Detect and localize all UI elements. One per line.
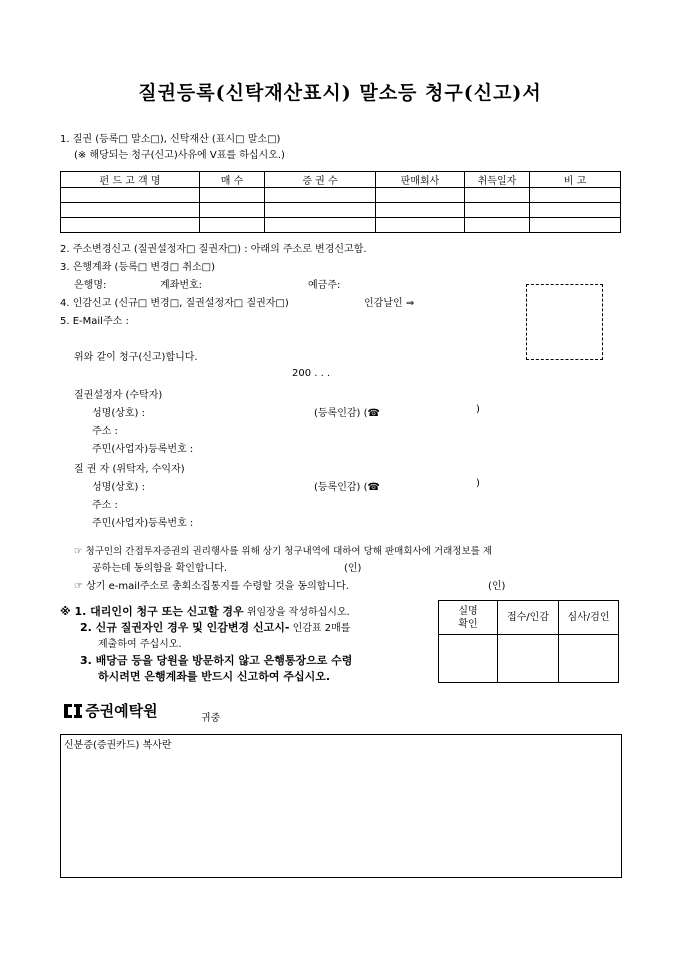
header-review-stamp: 심사/검인 [559,601,619,635]
item5-line: 5. E-Mail주소 : [60,316,129,327]
cell[interactable] [61,203,200,218]
pledgor-seal-label [314,404,380,419]
organization-logo [64,700,158,721]
cell[interactable] [200,203,265,218]
table-row [61,188,621,203]
note-1 [60,603,350,619]
office-table-header [439,601,619,635]
cell[interactable] [559,635,619,683]
cell[interactable] [498,635,559,683]
header-realname-check: 실명 확인 [439,601,498,635]
bank-name-label: 은행명: [74,280,107,291]
note-2-rest: 인감표 2매를 [289,623,351,634]
note-3-line2: 하시려면 은행계좌를 반드시 신고하여 주십시오. [98,670,331,683]
table-row [439,635,619,683]
header-securities: 증 권 수 [265,172,376,188]
header-fund-customer: 펀 드 고 객 명 [61,172,200,188]
cell[interactable] [530,188,621,203]
cell[interactable] [61,188,200,203]
cell[interactable] [376,188,465,203]
table-row [61,203,621,218]
pledgee-seal-open: (등록인감) ( [314,482,368,493]
note-2-line2: 제출하여 주십시오. [98,639,182,650]
item2-line: 2. 주소변경신고 (질권설정자□ 질권자□) : 아래의 주소로 변경신고함. [60,244,367,255]
cell[interactable] [439,635,498,683]
cell[interactable] [376,203,465,218]
ksd-logo-icon [64,703,82,719]
pledgee-seal-close: ) [476,478,480,489]
pledgor-heading: 질권설정자 (수탁자) [74,390,163,401]
note-2-bold: 2. 신규 질권자인 경우 및 인감변경 신고시- [80,621,290,634]
item1-line: 1. 질권 (등록□ 말소□), 신탁재산 (표시□ 말소□) [60,134,281,145]
cell[interactable] [61,218,200,233]
date-line: 200 . . . [292,368,331,379]
cell[interactable] [530,218,621,233]
note-3-line1: 3. 배당금 등을 당원을 방문하지 않고 은행통장으로 수령 [80,654,353,667]
pledgee-name-label: 성명(상호) : [92,482,145,493]
cell[interactable] [265,218,376,233]
pledgor-id-label: 주민(사업자)등록번호 : [92,444,194,455]
depositor-label: 예금주: [308,280,341,291]
header-receipt-seal: 접수/인감 [498,601,559,635]
office-use-table [438,600,619,683]
pledgor-seal-open: (등록인감) ( [314,408,368,419]
item3-line: 3. 은행계좌 (등록□ 변경□ 취소□) [60,262,216,273]
id-copy-box[interactable] [60,734,622,878]
item1-note: (※ 해당되는 청구(신고)사유에 V표를 하십시오.) [74,150,285,161]
cell[interactable] [200,188,265,203]
account-no-label: 계좌번호: [160,280,203,291]
cell[interactable] [465,188,530,203]
cell[interactable] [265,203,376,218]
item4-line: 4. 인감신고 (신규□ 변경□, 질권설정자□ 질권자□) [60,298,289,309]
seal-impression-box[interactable] [526,284,603,360]
table-row [61,218,621,233]
pledgor-address-label: 주소 : [92,426,118,437]
header-count: 매 수 [200,172,265,188]
logo-text: 증권예탁원 [85,702,158,720]
cell[interactable] [465,203,530,218]
header-acquisition-date: 취득일자 [465,172,530,188]
seal-impression-label: 인감날인 ⇒ [364,298,415,309]
fund-table [60,171,621,233]
id-copy-box-label: 신분증(증권카드) 복사란 [64,740,172,751]
consent2-line: ☞ 상기 e-mail주소로 총회소집통지를 수령할 것을 동의합니다. [74,581,349,592]
pledgee-seal-label [314,478,380,493]
cell[interactable] [376,218,465,233]
cell[interactable] [465,218,530,233]
pledgor-name-label: 성명(상호) : [92,408,145,419]
pledgee-id-label: 주민(사업자)등록번호 : [92,518,194,529]
note-1-rest: 위임장을 작성하십시오. [243,607,350,618]
cell[interactable] [265,188,376,203]
cell[interactable] [200,218,265,233]
fund-table-header [61,172,621,188]
request-text: 위와 같이 청구(신고)합니다. [74,352,198,363]
note-2 [80,619,350,635]
consent2-seal: (인) [488,581,506,592]
form-title: 질권등록(신탁재산표시) 말소등 청구(신고)서 [138,82,542,104]
header-sales-company: 판매회사 [376,172,465,188]
consent1-line1: ☞ 청구인의 간접투자증권의 권리행사를 위해 상기 청구내역에 대하여 당해 판매회사에 거래정보를 제 [74,546,492,557]
cell[interactable] [530,203,621,218]
header-remarks: 비 고 [530,172,621,188]
note-1-bold: ※ 1. 대리인이 청구 또는 신고할 경우 [60,605,244,618]
consent1-seal: (인) [344,563,362,574]
pledgee-heading: 질 권 자 (위탁자, 수익자) [74,464,185,475]
pledgor-seal-close: ) [476,404,480,415]
pledgee-address-label: 주소 : [92,500,118,511]
addressee-label: 귀중 [201,713,221,724]
phone-icon: ☎ [367,408,380,419]
phone-icon: ☎ [367,482,380,493]
consent1-line2: 공하는데 동의함을 확인합니다. [92,563,228,574]
